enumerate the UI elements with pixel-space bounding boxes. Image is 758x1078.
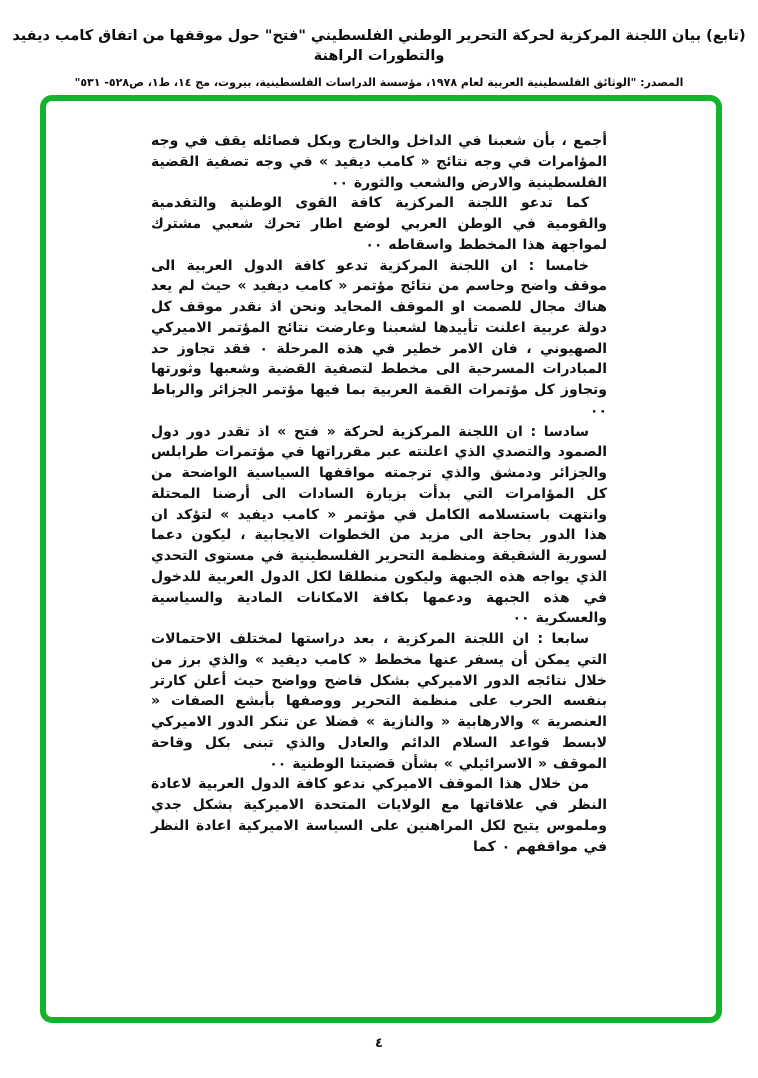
body-paragraph: من خلال هذا الموقف الاميركي ندعو كافة الدول العربية لاعادة النظر في علاقاتها مع الولايات المتحدة الاميركية بشكل جدي وملموس يتيح لكل المراهنين على السياسة الاميركية اعادة النظر في مواقفهم ٠ كما [151, 776, 607, 855]
body-paragraph-fifthly: خامسا : ان اللجنة المركزية تدعو كافة الدول العربية الى موقف واضح وحاسم من نتائج مؤتمر « كامب ديفيد » حيث لم يعد هناك مجال للصمت او الموقف المحايد ونحن اذ نقدر موقف كل دولة عربية اعلنت تأييدها لشعبنا وعارضت نتائج المؤتمر الاميركي الصهيوني ، فان الامر خطير في هذه المرحلة ٠ فقد تجاوز حد المبادرات المسرحية الى مخطط لتصفية القضية وشعبها وثورتها وتجاوز كل مؤتمرات القمة العربية بما فيها مؤتمر الجزائر والرباط ٠٠ [151, 257, 608, 419]
page-number: ٤ [375, 1036, 383, 1051]
page-header [0, 26, 758, 89]
document-title: (تابع) بيان اللجنة المركزية لحركة التحرير الوطني الفلسطيني "فتح" حول موقفها من اتفاق كامب ديفيد والتطورات الراهنة [12, 28, 746, 64]
document-body [151, 131, 607, 857]
body-paragraph-seventhly: سابعا : ان اللجنة المركزية ، بعد دراستها لمختلف الاحتمالات التي يمكن أن يسفر عنها مخطط « كامب ديفيد » والذي برز من خلال نتائجه الدور الاميركي بشكل فاضح وواضح حيث أعلن كارتر بنفسه الحرب على منظمة التحرير ووصفها بأبشع الصفات « العنصرية » والارهابية « والنازية » فضلا عن تنكر الدور الاميركي لابسط قواعد السلام الدائم والعادل والذي تبنى بكل وقاحة الموقف « الاسرائيلي » بشأن قضيتنا الوطنية ٠٠ [151, 631, 607, 772]
body-paragraph: أجمع ، بأن شعبنا في الداخل والخارج وبكل فصائله يقف في وجه المؤامرات في وجه نتائج « كامب ديفيد » في وجه تصفية القضية الفلسطينية والارض والشعب والثورة ٠٠ [151, 133, 607, 191]
document-source-citation: المصدر: "الوثائق الفلسطينية العربية لعام ١٩٧٨، مؤسسة الدراسات الفلسطينية، بيروت، مج ١٤، ط١، ص٥٢٨- ٥٣١" [74, 76, 684, 89]
body-paragraph: كما تدعو اللجنة المركزية كافة القوى الوطنية والتقدمية والقومية في الوطن العربي لوضع اطار تحرك شعبي مشترك لمواجهة هذا المخطط واسقاطه ٠٠ [151, 195, 607, 253]
body-paragraph-sixthly: سادسا : ان اللجنة المركزية لحركة « فتح » اذ تقدر دور دول الصمود والتصدي الذي اعلنته عبر مقرراتها في مؤتمرات طرابلس والجزائر ودمشق والذي ترجمته مواقفها السياسية الواضحة من كل المؤامرات التي بدأت بزيارة السادات الى أرضنا المحتلة وانتهت باستسلامه الكامل في مؤتمر « كامب ديفيد » لتؤكد ان هذا الدور بحاجة الى مزيد من الخطوات الايجابية ، ليكون دعما لسورية الشقيقة ومنظمة التحرير الفلسطينية في مستوى التحدي الذي يواجه هذه الجبهة وليكون منطلقا لكل الدول العربية للدخول في هذه الجبهة ودعمها بكافة الامكانات المادية والسياسية والعسكرية ٠٠ [151, 423, 607, 627]
